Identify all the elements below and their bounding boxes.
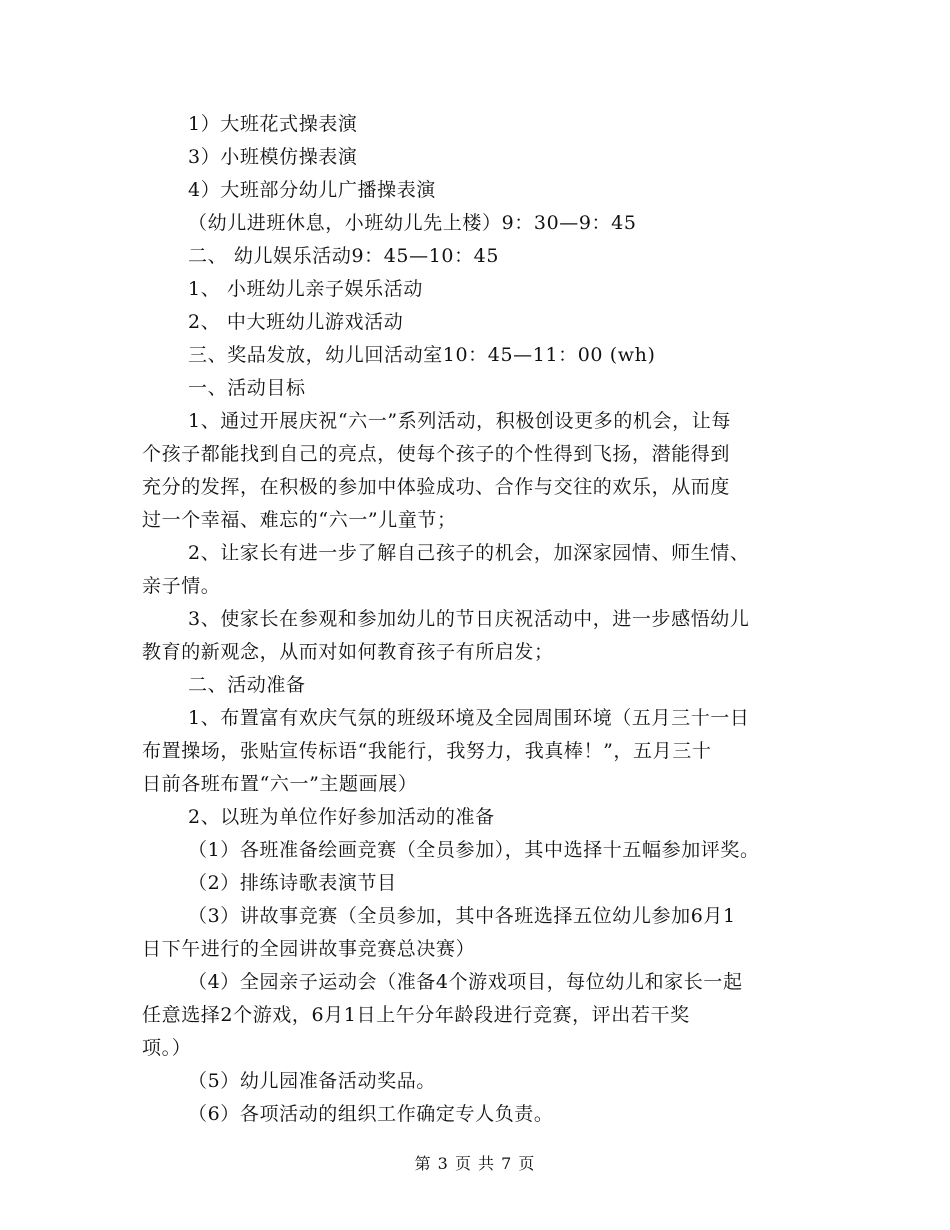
text-line: 布置操场，张贴宣传标语“我能行，我努力，我真棒！”，五月三十	[142, 740, 712, 762]
text-line: 三、奖品发放，幼儿回活动室10：45—11：00 (wh)	[188, 344, 656, 366]
text-line: （幼儿进班休息，小班幼儿先上楼）9：30—9：45	[188, 212, 637, 234]
text-line: 过一个幸福、难忘的“六一”儿童节；	[142, 509, 457, 531]
text-line: 2、让家长有进一步了解自己孩子的机会，加深家园情、师生情、	[188, 542, 750, 564]
text-line: 2、以班为单位作好参加活动的准备	[188, 806, 495, 828]
text-line: 1、布置富有欢庆气氛的班级环境及全园周围环境（五月三十一日	[188, 707, 750, 729]
text-line: 项。）	[142, 1037, 192, 1059]
text-line: 3）小班模仿操表演	[188, 146, 358, 168]
text-line: 1）大班花式操表演	[188, 113, 358, 135]
text-line: （2）排练诗歌表演节目	[188, 872, 397, 894]
text-line: （1）各班准备绘画竞赛（全员参加），其中选择十五幅参加评奖。	[188, 839, 760, 861]
section-heading: 二、活动准备	[188, 674, 306, 696]
text-line: 个孩子都能找到自己的亮点，使每个孩子的个性得到飞扬，潜能得到	[142, 443, 731, 465]
text-line: 4）大班部分幼儿广播操表演	[188, 179, 436, 201]
text-line: 充分的发挥，在积极的参加中体验成功、合作与交往的欢乐，从而度	[142, 476, 731, 498]
section-heading: 一、活动目标	[188, 377, 306, 399]
text-line: （4）全园亲子运动会（准备4个游戏项目，每位幼儿和家长一起	[188, 971, 743, 993]
text-line: 3、使家长在参观和参加幼儿的节日庆祝活动中，进一步感悟幼儿	[188, 608, 750, 630]
text-line: （5）幼儿园准备活动奖品。	[188, 1070, 436, 1092]
text-line: 二、 幼儿娱乐活动9：45—10：45	[188, 245, 500, 267]
text-line: 日下午进行的全园讲故事竞赛总决赛）	[142, 938, 476, 960]
text-line: 1、通过开展庆祝“六一”系列活动，积极创设更多的机会，让每	[188, 410, 731, 432]
text-line: 日前各班布置“六一”主题画展）	[142, 773, 418, 795]
text-line: （3）讲故事竞赛（全员参加，其中各班选择五位幼儿参加6月1	[188, 905, 736, 927]
text-line: 任意选择2个游戏，6月1日上午分年龄段进行竞赛，评出若干奖	[142, 1004, 690, 1026]
text-line: 2、 中大班幼儿游戏活动	[188, 311, 404, 333]
text-line: 1、 小班幼儿亲子娱乐活动	[188, 278, 423, 300]
text-line: 教育的新观念，从而对如何教育孩子有所启发；	[142, 641, 554, 663]
text-line: （6）各项活动的组织工作确定专人负责。	[188, 1103, 554, 1125]
text-line: 亲子情。	[142, 575, 221, 597]
page-number-footer: 第 3 页 共 7 页	[414, 1154, 536, 1173]
